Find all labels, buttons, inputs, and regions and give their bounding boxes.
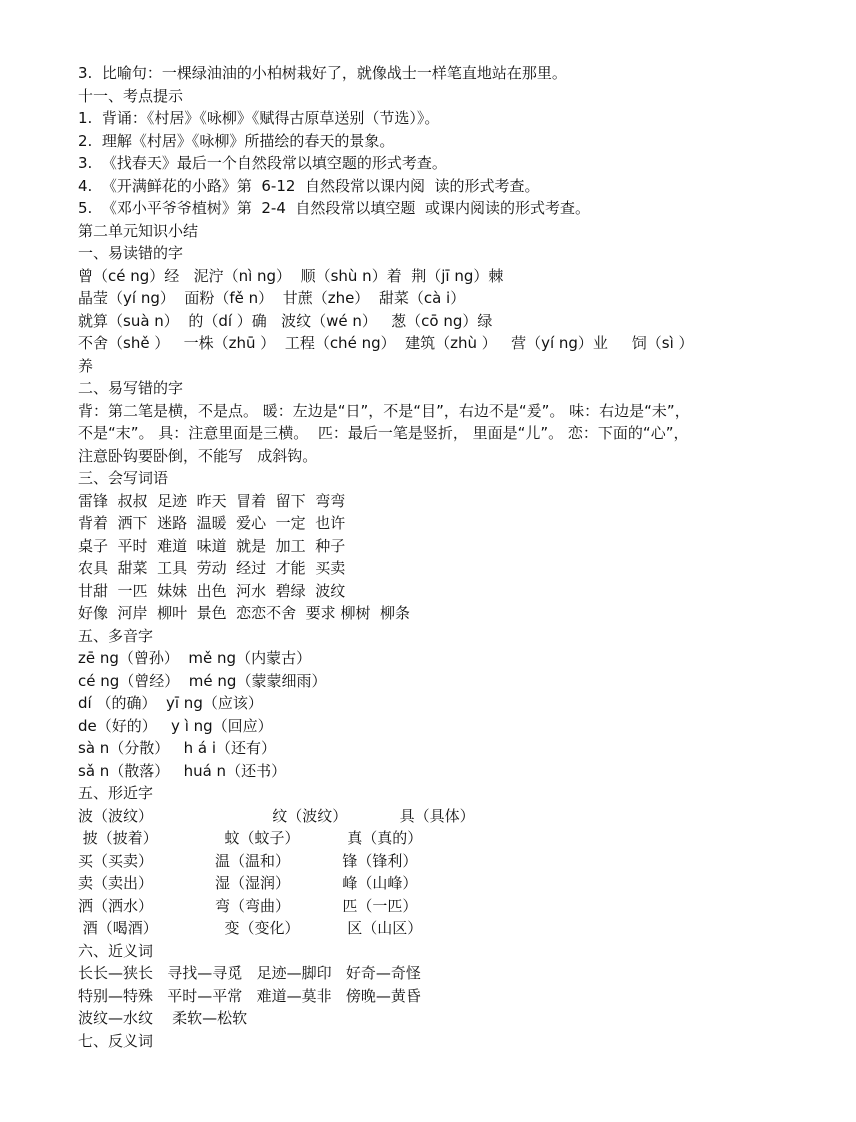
text-line: 3. 比喻句：一棵绿油油的小柏树栽好了，就像战士一样笔直地站在那里。 bbox=[78, 64, 567, 82]
text-line: 3. 《找春天》最后一个自然段常以填空题的形式考查。 bbox=[78, 154, 447, 172]
section-heading: 六、近义词 bbox=[78, 941, 154, 960]
word-row: 背着 洒下 迷路 温暖 爱心 一定 也许 bbox=[78, 514, 346, 532]
text-line: 养 bbox=[78, 356, 94, 375]
section-heading: 一、易读错的字 bbox=[78, 244, 184, 262]
text-line: 酒（喝酒） 变（变化） 区（山区） bbox=[78, 919, 423, 937]
text-line: sà n（分散） h á i（还有） bbox=[78, 739, 276, 757]
text-line: 洒（洒水） 弯（弯曲） 匹（一匹） bbox=[78, 896, 418, 915]
text-line: 卖（卖出） 湿（湿润） 峰（山峰） bbox=[78, 874, 418, 892]
text-line: 不舍（shě ） 一株（zhū ） 工程（ché ng） 建筑（zhù ） 营（yí ng）业 饲（sì ） bbox=[78, 334, 694, 352]
text-line: 5. 《邓小平爷爷植树》第 2-4 自然段常以填空题 或课内阅读的形式考查。 bbox=[78, 199, 590, 217]
word-row: 好像 河岸 柳叶 景色 恋恋不舍 要求 柳树 柳条 bbox=[78, 604, 410, 622]
text-line: 波纹—水纹 柔软—松软 bbox=[78, 1009, 248, 1027]
text-line: dí （的确） yī ng（应该） bbox=[78, 694, 263, 712]
section-heading: 五、形近字 bbox=[78, 784, 154, 802]
section-heading: 十一、考点提示 bbox=[78, 86, 184, 105]
text-line: 长长—狭长 寻找—寻觅 足迹—脚印 好奇—奇怪 bbox=[78, 964, 421, 982]
section-heading: 二、易写错的字 bbox=[78, 379, 184, 397]
section-heading: 三、会写词语 bbox=[78, 469, 169, 487]
word-row: 桌子 平时 难道 味道 就是 加工 种子 bbox=[78, 536, 346, 555]
text-line: 1. 背诵：《村居》《咏柳》《赋得古原草送别（节选）》。 bbox=[78, 109, 440, 127]
document-page bbox=[78, 62, 798, 1052]
section-heading: 七、反义词 bbox=[78, 1031, 154, 1050]
text-line: 不是“末”。 具：注意里面是三横。 匹：最后一笔是竖折， 里面是“儿”。 恋：下面的“心”， bbox=[78, 424, 689, 442]
text-line: 4. 《开满鲜花的小路》第 6-12 自然段常以课内阅 读的形式考查。 bbox=[78, 176, 540, 195]
word-row: 农具 甜菜 工具 劳动 经过 才能 买卖 bbox=[78, 559, 346, 577]
text-line: 就算（suà n） 的（dí ）确 波纹（wé n） 葱（cō ng）绿 bbox=[78, 311, 493, 330]
text-line: 背：第二笔是横，不是点。 暖：左边是“日”，不是“目”，右边不是“爰”。 味：右边是“未”， bbox=[78, 401, 690, 420]
text-line: 买（买卖） 温（温和） 锋（锋利） bbox=[78, 851, 418, 870]
text-line: cé ng（曾经） mé ng（蒙蒙细雨） bbox=[78, 671, 327, 690]
text-line: 曾（cé ng）经 泥泞（nì ng） 顺（shù n）着 荆（jī ng）棘 bbox=[78, 266, 504, 285]
section-heading: 五、多音字 bbox=[78, 626, 154, 645]
text-line: 2. 理解《村居》《咏柳》所描绘的春天的景象。 bbox=[78, 131, 395, 150]
text-line: sǎ n（散落） huá n（还书） bbox=[78, 761, 287, 780]
text-line: 披（披着） 蚊（蚊子） 真（真的） bbox=[78, 829, 423, 847]
text-line: de（好的） y ì ng（回应） bbox=[78, 716, 273, 735]
unit-heading: 第二单元知识小结 bbox=[78, 221, 199, 240]
text-line: 特别—特殊 平时—平常 难道—莫非 傍晚—黄昏 bbox=[78, 986, 421, 1005]
text-line: 波（波纹） 纹（波纹） 具（具体） bbox=[78, 806, 475, 825]
word-row: 甘甜 一匹 妹妹 出色 河水 碧绿 波纹 bbox=[78, 581, 346, 600]
text-line: 晶莹（yí ng） 面粉（fě n） 甘蔗（zhe） 甜菜（cà i） bbox=[78, 289, 466, 307]
word-row: 雷锋 叔叔 足迹 昨天 冒着 留下 弯弯 bbox=[78, 491, 346, 510]
text-line: zē ng（曾孙） mě ng（内蒙古） bbox=[78, 649, 312, 667]
text-line: 注意卧钩要卧倒，不能写 成斜钩。 bbox=[78, 446, 318, 465]
